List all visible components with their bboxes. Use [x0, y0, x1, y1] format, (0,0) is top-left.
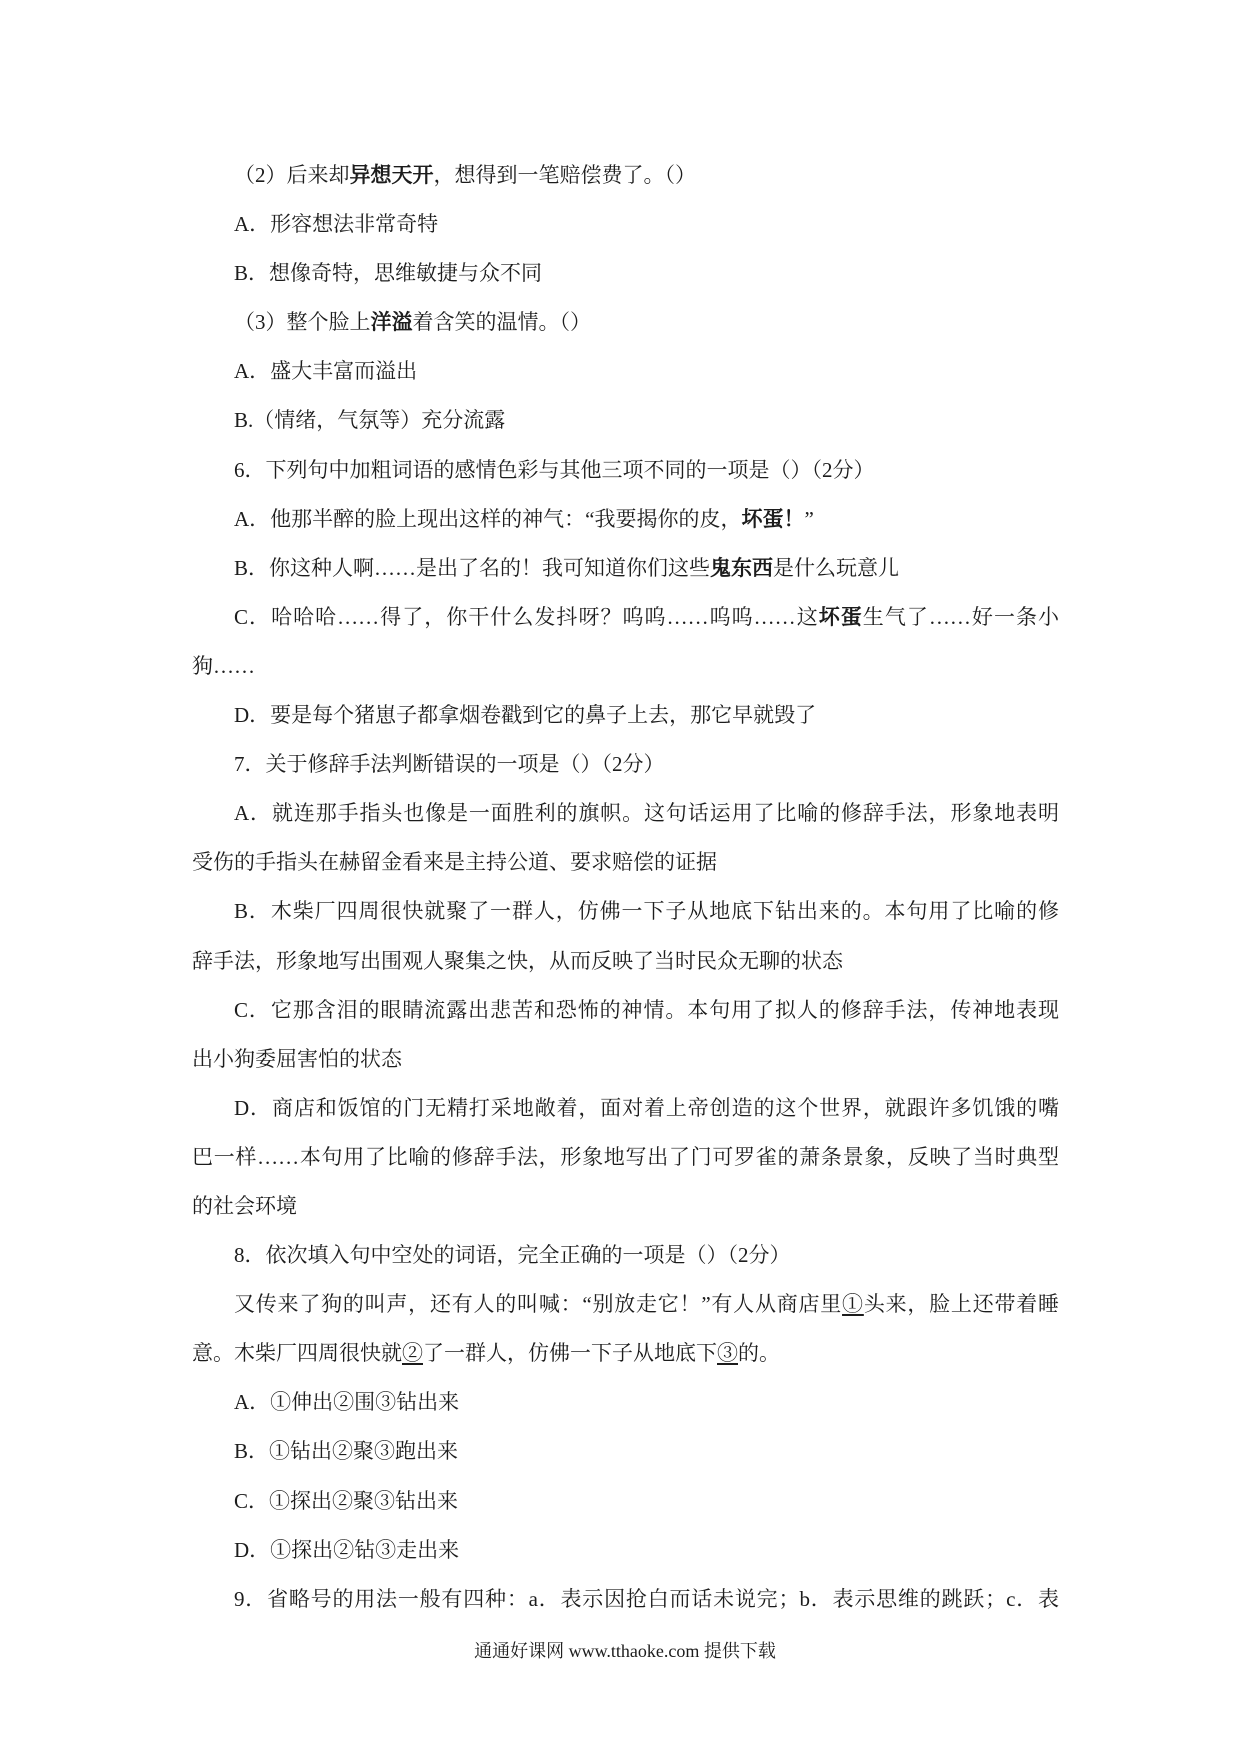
question-6-option-d: D．要是每个猪崽子都拿烟卷戳到它的鼻子上去，那它早就毁了 [234, 703, 817, 728]
question-8-stem: 8．依次填入句中空处的词语，完全正确的一项是（）（2分） [234, 1243, 791, 1268]
question-7-option-d-continuation: 的社会环境 [192, 1193, 297, 1218]
question-7-option-b-continuation: 辞手法，形象地写出围观人聚集之快，从而反映了当时民众无聊的状态 [192, 948, 843, 973]
question-5-2-stem [192, 151, 1059, 200]
stem-text: 着含笑的温情。（） [412, 310, 591, 335]
blank-marker-1: ① [842, 1292, 864, 1317]
question-8-option-a: A．①伸出②围③钻出来 [234, 1390, 460, 1415]
bold-term: 异想天开 [349, 163, 434, 187]
question-8-option-d: D．①探出②钻③走出来 [234, 1537, 460, 1562]
question-5-3-option-b: B.（情绪，气氛等）充分流露 [234, 408, 506, 433]
question-5-3-stem [192, 298, 1059, 347]
question-7-option-d-continuation: 巴一样……本句用了比喻的修辞手法，形象地写出了门可罗雀的萧条景象，反映了当时典型 [192, 1144, 1059, 1169]
question-7-option-c-continuation: 出小狗委屈害怕的状态 [192, 1046, 402, 1071]
question-5-2-option-b: B．想像奇特，思维敏捷与众不同 [234, 261, 543, 286]
passage-text: 的。 [738, 1341, 780, 1366]
option-text: B．你这种人啊……是出了名的！我可知道你们这些 [234, 555, 711, 580]
question-8-passage [192, 1280, 1059, 1329]
option-text: C．哈哈哈……得了，你干什么发抖呀？呜呜……呜呜……这 [234, 604, 819, 629]
question-6-option-b [192, 544, 1059, 593]
question-7-stem: 7．关于修辞手法判断错误的一项是（）（2分） [234, 752, 665, 777]
stem-text: （2）后来却 [234, 163, 350, 187]
question-6-option-c-continuation: 狗…… [192, 653, 255, 678]
question-5-3-option-a: A．盛大丰富而溢出 [234, 359, 418, 384]
question-6-option-c [192, 593, 1059, 642]
question-8-option-c: C．①探出②聚③钻出来 [234, 1488, 459, 1513]
question-6-stem: 6．下列句中加粗词语的感情色彩与其他三项不同的一项是（）（2分） [234, 457, 875, 482]
passage-text: 又传来了狗的叫声，还有人的叫喊：“别放走它！”有人从商店里 [234, 1292, 843, 1317]
passage-text: 意。木柴厂四周很快就 [192, 1341, 402, 1366]
option-text: 生气了……好一条小 [862, 604, 1060, 629]
stem-text: （3）整个脸上 [234, 310, 371, 335]
bold-term: 坏蛋！ [741, 506, 805, 531]
blank-marker-3: ③ [717, 1341, 738, 1366]
question-8-passage-continuation [192, 1329, 1059, 1378]
question-6-option-a [192, 495, 1059, 544]
blank-marker-2: ② [402, 1341, 423, 1366]
stem-text: ，想得到一笔赔偿费了。（） [433, 163, 696, 187]
passage-text: 头来，脸上还带着睡 [863, 1292, 1060, 1317]
passage-text: 了一群人，仿佛一下子从地底下 [423, 1341, 717, 1366]
question-8-option-b: B．①钻出②聚③跑出来 [234, 1439, 459, 1464]
bold-term: 鬼东西 [710, 555, 774, 580]
question-5-2-option-a: A．形容想法非常奇特 [234, 212, 439, 237]
option-text: A．他那半醉的脸上现出这样的神气：“我要揭你的皮， [234, 506, 742, 531]
option-text: 是什么玩意儿 [773, 555, 900, 580]
document-body [192, 151, 1059, 1624]
option-text: ” [804, 506, 814, 531]
question-7-option-a: A．就连那手指头也像是一面胜利的旗帜。这句话运用了比喻的修辞手法，形象地表明 [234, 801, 1059, 826]
question-9-stem: 9．省略号的用法一般有四种：a．表示因抢白而话未说完；b．表示思维的跳跃；c．表 [234, 1586, 1059, 1611]
question-7-option-a-continuation: 受伤的手指头在赫留金看来是主持公道、要求赔偿的证据 [192, 850, 717, 875]
question-7-option-c: C．它那含泪的眼睛流露出悲苦和恐怖的神情。本句用了拟人的修辞手法，传神地表现 [234, 997, 1059, 1022]
bold-term: 洋溢 [370, 310, 413, 335]
bold-term: 坏蛋 [818, 604, 863, 629]
question-7-option-b: B．木柴厂四周很快就聚了一群人，仿佛一下子从地底下钻出来的。本句用了比喻的修 [234, 899, 1059, 924]
page-footer: 通通好课网 www.tthaoke.com 提供下载 [474, 1641, 776, 1661]
question-7-option-d: D．商店和饭馆的门无精打采地敞着，面对着上帝创造的这个世界，就跟许多饥饿的嘴 [234, 1095, 1059, 1120]
